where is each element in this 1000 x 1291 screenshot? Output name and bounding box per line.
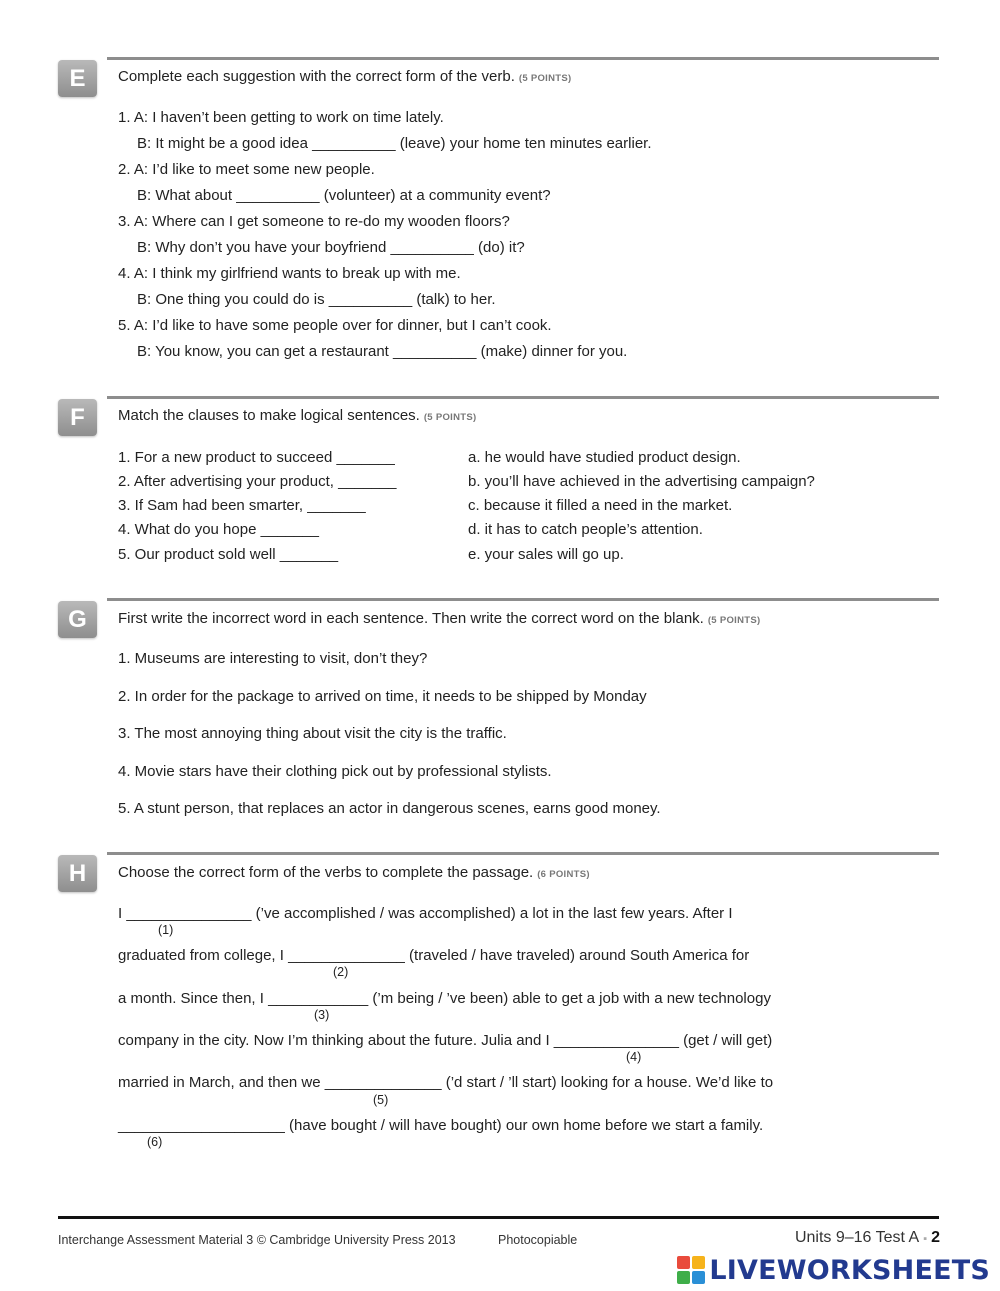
logo-square-red bbox=[677, 1256, 690, 1269]
footer-test-name: Units 9–16 Test A bbox=[794, 1229, 920, 1246]
section-e-line: 2. A: I’d like to meet some new people. bbox=[118, 161, 375, 178]
section-f-right-item: c. because it filled a need in the market. bbox=[468, 497, 733, 514]
footer-photocopiable: Photocopiable bbox=[498, 1233, 578, 1247]
blank-number: (6) bbox=[147, 1135, 163, 1149]
section-e-instruction bbox=[118, 68, 572, 85]
section-e-points: (5 POINTS) bbox=[518, 73, 572, 84]
blank-number: (4) bbox=[626, 1050, 642, 1064]
footer-rule bbox=[58, 1216, 939, 1219]
section-h-passage-line: ____________________ (have bought / will have bought) our own home before we start a family. bbox=[118, 1117, 764, 1134]
section-h-instruction bbox=[118, 864, 590, 881]
section-f-badge: F bbox=[58, 399, 97, 436]
blank-number: (5) bbox=[373, 1093, 389, 1107]
section-h-passage-line: company in the city. Now I’m thinking about the future. Julia and I _______________ (get / will get) bbox=[118, 1032, 773, 1049]
liveworksheets-logo[interactable] bbox=[677, 1253, 990, 1287]
logo-square-yellow bbox=[692, 1256, 705, 1269]
section-g-points: (5 POINTS) bbox=[707, 615, 761, 626]
footer-page-number: 2 bbox=[931, 1229, 940, 1246]
section-g-sentence: 1. Museums are interesting to visit, don’t they? bbox=[118, 650, 428, 667]
section-e-line: B: What about __________ (volunteer) at a community event? bbox=[137, 187, 551, 204]
logo-square-blue bbox=[692, 1271, 705, 1284]
section-e-badge: E bbox=[58, 60, 97, 97]
section-g-rule bbox=[107, 598, 939, 601]
section-f-right-item: d. it has to catch people’s attention. bbox=[468, 521, 703, 538]
section-g-instruction-text: First write the incorrect word in each sentence. Then write the correct word on the blank. bbox=[118, 610, 704, 627]
section-h-passage-line: a month. Since then, I ____________ (’m being / ’ve been) able to get a job with a new technology bbox=[118, 990, 771, 1007]
section-f-left-item: 5. Our product sold well _______ bbox=[118, 546, 339, 563]
section-e-line: B: It might be a good idea __________ (leave) your home ten minutes earlier. bbox=[137, 135, 652, 152]
section-g-sentence: 4. Movie stars have their clothing pick out by professional stylists. bbox=[118, 763, 552, 780]
section-h-instruction-text: Choose the correct form of the verbs to complete the passage. bbox=[118, 864, 534, 881]
section-g-sentence: 5. A stunt person, that replaces an actor in dangerous scenes, earns good money. bbox=[118, 800, 661, 817]
section-f-instruction-text: Match the clauses to make logical sentences. bbox=[118, 407, 420, 424]
logo-square-green bbox=[677, 1271, 690, 1284]
section-e-line: B: Why don’t you have your boyfriend __________ (do) it? bbox=[137, 239, 525, 256]
section-e-line: B: One thing you could do is __________ (talk) to her. bbox=[137, 291, 496, 308]
liveworksheets-logo-icon bbox=[677, 1256, 705, 1284]
blank-number: (1) bbox=[158, 923, 174, 937]
section-f-right-item: e. your sales will go up. bbox=[468, 546, 624, 563]
section-e-line: 3. A: Where can I get someone to re-do my wooden floors? bbox=[118, 213, 510, 230]
liveworksheets-logo-text: LIVEWORKSHEETS bbox=[709, 1254, 990, 1286]
section-f-left-item: 3. If Sam had been smarter, _______ bbox=[118, 497, 366, 514]
blank-number: (3) bbox=[314, 1008, 330, 1022]
section-g-sentence: 2. In order for the package to arrived on time, it needs to be shipped by Monday bbox=[118, 688, 647, 705]
section-f-left-item: 1. For a new product to succeed _______ bbox=[118, 449, 395, 466]
section-h-passage-line: married in March, and then we ______________ (’d start / ’ll start) looking for a house. We’d like to bbox=[118, 1074, 774, 1091]
section-h-rule bbox=[107, 852, 939, 855]
footer-separator: ▪ bbox=[923, 1233, 928, 1245]
section-e-line: 5. A: I’d like to have some people over for dinner, but I can’t cook. bbox=[118, 317, 552, 334]
footer-copyright: Interchange Assessment Material 3 © Cambridge University Press 2013 bbox=[58, 1233, 456, 1247]
section-g-sentence: 3. The most annoying thing about visit the city is the traffic. bbox=[118, 725, 507, 742]
section-f-instruction bbox=[118, 407, 476, 424]
footer-test-label bbox=[795, 1229, 940, 1247]
section-e-line: 1. A: I haven’t been getting to work on time lately. bbox=[118, 109, 444, 126]
section-f-right-item: a. he would have studied product design. bbox=[468, 449, 741, 466]
section-f-left-item: 4. What do you hope _______ bbox=[118, 521, 319, 538]
section-g-badge: G bbox=[58, 601, 97, 638]
section-h-passage-line: I _______________ (’ve accomplished / was accomplished) a lot in the last few years. After I bbox=[118, 905, 733, 922]
section-f-right-item: b. you’ll have achieved in the advertising campaign? bbox=[468, 473, 815, 490]
section-f-rule bbox=[107, 396, 939, 399]
section-e-instruction-text: Complete each suggestion with the correct form of the verb. bbox=[118, 68, 515, 85]
section-f-left-item: 2. After advertising your product, _______ bbox=[118, 473, 397, 490]
section-h-badge: H bbox=[58, 855, 97, 892]
section-h-points: (6 POINTS) bbox=[537, 869, 590, 880]
section-e-line: 4. A: I think my girlfriend wants to break up with me. bbox=[118, 265, 461, 282]
section-h-passage-line: graduated from college, I ______________ (traveled / have traveled) around South America for bbox=[118, 947, 750, 964]
section-g-instruction bbox=[118, 610, 760, 627]
blank-number: (2) bbox=[333, 965, 349, 979]
section-e-line: B: You know, you can get a restaurant __________ (make) dinner for you. bbox=[137, 343, 628, 360]
section-e-rule bbox=[107, 57, 939, 60]
section-f-points: (5 POINTS) bbox=[423, 412, 477, 423]
